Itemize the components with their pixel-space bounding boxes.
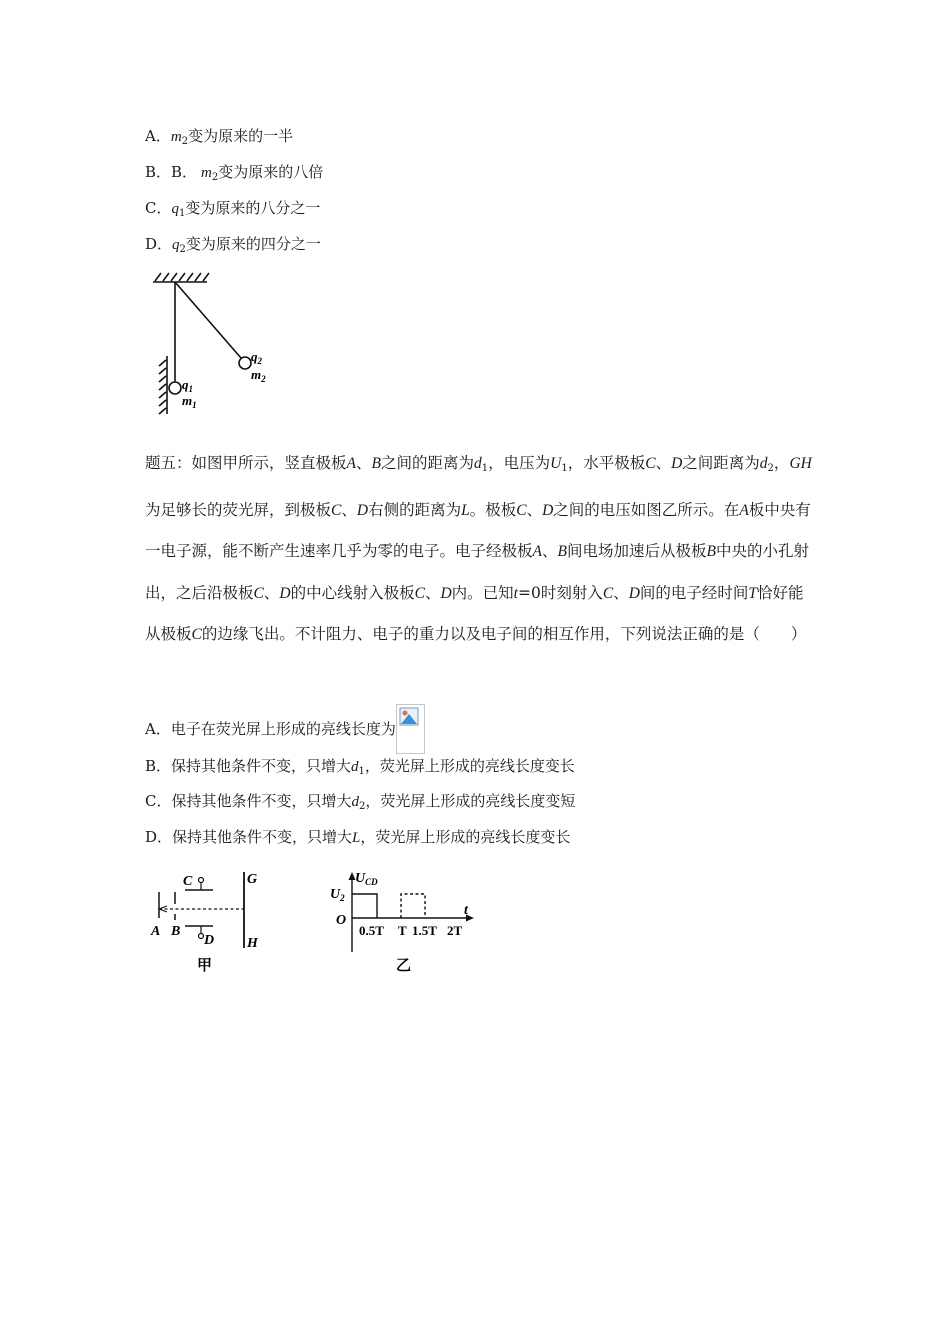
stem-text: 间电场加速后从极板: [566, 542, 707, 560]
option-text: ，荧光屏上形成的亮线长度变长: [364, 757, 575, 775]
option-text: 变为原来的八倍: [218, 163, 324, 181]
q5-option-a[interactable]: [145, 704, 425, 754]
terminal-D-icon: [199, 934, 204, 939]
stem-text: 恰好能从极板: [145, 583, 804, 643]
var-C: C: [191, 626, 202, 643]
stem-text: ，: [773, 454, 790, 472]
q5-option-b[interactable]: [145, 755, 575, 783]
option-text: B．保持其他条件不变，只增大: [145, 757, 352, 775]
var-A: A: [346, 455, 356, 472]
stem-text: ，电压为: [488, 454, 551, 472]
var-C: C: [645, 455, 656, 472]
var-C: C: [516, 501, 527, 519]
figure-yi: [328, 866, 478, 976]
subscript: 2: [179, 244, 186, 255]
subscript: 2: [211, 172, 219, 183]
stem-text: =0时刻射入: [517, 583, 603, 602]
label-H: H: [247, 936, 258, 951]
var-A: A: [739, 501, 749, 519]
var-B: B: [371, 455, 381, 472]
var-q: q: [171, 201, 179, 217]
stem-text: 间的电子经时间: [639, 583, 749, 602]
label-origin: O: [336, 913, 347, 928]
option-text: 变为原来的四分之一: [185, 235, 321, 253]
stem-text: 右侧的距离为: [368, 500, 462, 519]
var-D: D: [628, 584, 640, 602]
label-A: A: [151, 924, 161, 939]
var-GH: GH: [789, 455, 812, 472]
stem-text: 之间的距离为: [380, 454, 474, 472]
label-C: C: [183, 874, 193, 889]
formula-image-icon: [396, 704, 425, 754]
stem-text: 、: [355, 454, 372, 472]
broken-image-icon: [399, 707, 426, 733]
tick-label: 0.5T: [359, 923, 384, 938]
stem-text: 、: [341, 500, 357, 519]
ball-1: [169, 382, 181, 394]
var-B: B: [557, 543, 567, 560]
tick-label: T: [398, 923, 407, 938]
var-A: A: [532, 543, 542, 560]
var-D: D: [440, 584, 452, 602]
q4-option-a[interactable]: [145, 125, 293, 153]
subscript: 1: [561, 463, 568, 474]
pulse-2: [401, 894, 425, 918]
option-text: ，荧光屏上形成的亮线长度变长: [360, 828, 571, 846]
var-D: D: [671, 455, 683, 472]
var-U: U: [550, 455, 562, 472]
q5-option-c[interactable]: [145, 790, 575, 818]
var-q: q: [172, 237, 180, 253]
stem-text: 的中心线射入极板: [290, 583, 415, 602]
var-d: d: [759, 455, 768, 472]
var-d: d: [351, 759, 359, 775]
stem-text: 之间距离为: [682, 454, 760, 472]
subscript: 1: [481, 463, 489, 474]
stem-text: 之间的电压如图乙所示。在: [553, 500, 740, 519]
q5-stem: [145, 443, 817, 656]
stem-text: 、: [613, 583, 629, 602]
figure-caption: 乙: [396, 958, 412, 974]
subscript: 2: [767, 463, 774, 474]
var-C: C: [253, 584, 264, 602]
var-C: C: [414, 584, 425, 602]
label-m1: $m_1$: [182, 393, 197, 410]
option-text: 变为原来的一半: [188, 127, 294, 145]
subscript: 1: [358, 766, 365, 777]
option-text: 变为原来的八分之一: [185, 199, 321, 217]
label-t: t: [464, 903, 468, 918]
terminal-C-icon: [199, 878, 204, 883]
stem-text: 题五：如图甲所示，竖直极板: [145, 454, 347, 472]
var-t: t: [513, 584, 518, 602]
stem-text: 、: [526, 500, 543, 519]
stem-text: 板中央有一电子源，能不断产生速率几乎为零的电子。电子经极板: [145, 500, 811, 560]
q5-option-d[interactable]: [145, 826, 570, 849]
var-D: D: [279, 584, 291, 602]
stem-text: 、: [655, 454, 672, 472]
pendulum-figure: [145, 268, 285, 418]
var-B: B: [706, 543, 716, 560]
var-C: C: [331, 501, 342, 519]
var-d: d: [351, 794, 359, 810]
pulse-1: [352, 894, 377, 918]
subscript: 1: [178, 208, 186, 219]
option-label: D．: [145, 235, 173, 253]
var-T: T: [748, 584, 758, 602]
label-B: B: [171, 924, 181, 939]
var-m: m: [170, 129, 182, 145]
option-text: C．保持其他条件不变，只增大: [145, 792, 352, 810]
q4-option-b[interactable]: [145, 161, 323, 189]
wall-hatch: [159, 356, 167, 414]
ball-2: [239, 357, 251, 369]
figure-caption: 甲: [197, 958, 213, 974]
stem-text: 中央的小孔射出，之后沿极板: [145, 542, 809, 602]
option-label: A．: [145, 127, 171, 145]
var-d: d: [473, 455, 482, 472]
label-m2: $m_2$: [251, 367, 266, 384]
stem-text: ，水平极板: [567, 454, 646, 472]
var-C: C: [602, 584, 614, 602]
option-text: ，荧光屏上形成的亮线长度变短: [365, 792, 576, 810]
var-m: m: [201, 165, 212, 181]
figure-jia: [145, 866, 275, 976]
var-L: L: [461, 501, 470, 519]
var-L: L: [352, 830, 361, 846]
subscript: 2: [358, 801, 366, 812]
var-D: D: [542, 501, 554, 519]
label-ucd: $U_{CD}$: [355, 871, 378, 887]
option-text: D．保持其他条件不变，只增大: [145, 828, 353, 846]
tick-label: 2T: [447, 923, 463, 938]
stem-text: 、: [541, 542, 558, 560]
q4-option-c[interactable]: [145, 197, 320, 225]
label-q1: $q_1$: [182, 377, 193, 394]
option-text: A．电子在荧光屏上形成的亮线长度为: [145, 720, 396, 738]
string-2: [175, 282, 241, 358]
tick-label: 1.5T: [412, 923, 437, 938]
q4-option-d[interactable]: [145, 233, 321, 261]
ceiling-hatch: [153, 273, 209, 282]
label-u2: $U_2$: [330, 887, 345, 903]
stem-text: 、: [263, 583, 280, 602]
stem-text: 的边缘飞出。不计阻力、电子的重力以及电子间的相互作用，下列说法正确的是（ ）: [201, 625, 807, 643]
stem-text: 。极板: [469, 500, 517, 519]
subscript: 2: [181, 136, 189, 147]
label-q2: $q_2$: [251, 349, 262, 366]
var-D: D: [356, 501, 369, 519]
label-G: G: [247, 872, 258, 887]
option-label: B．B．: [145, 163, 198, 181]
stem-text: 为足够长的荧光屏，到极板: [145, 500, 332, 519]
stem-text: 、: [424, 583, 441, 602]
option-label: C．: [145, 199, 172, 217]
label-D: D: [204, 933, 215, 948]
stem-text: 内。已知: [451, 583, 514, 602]
